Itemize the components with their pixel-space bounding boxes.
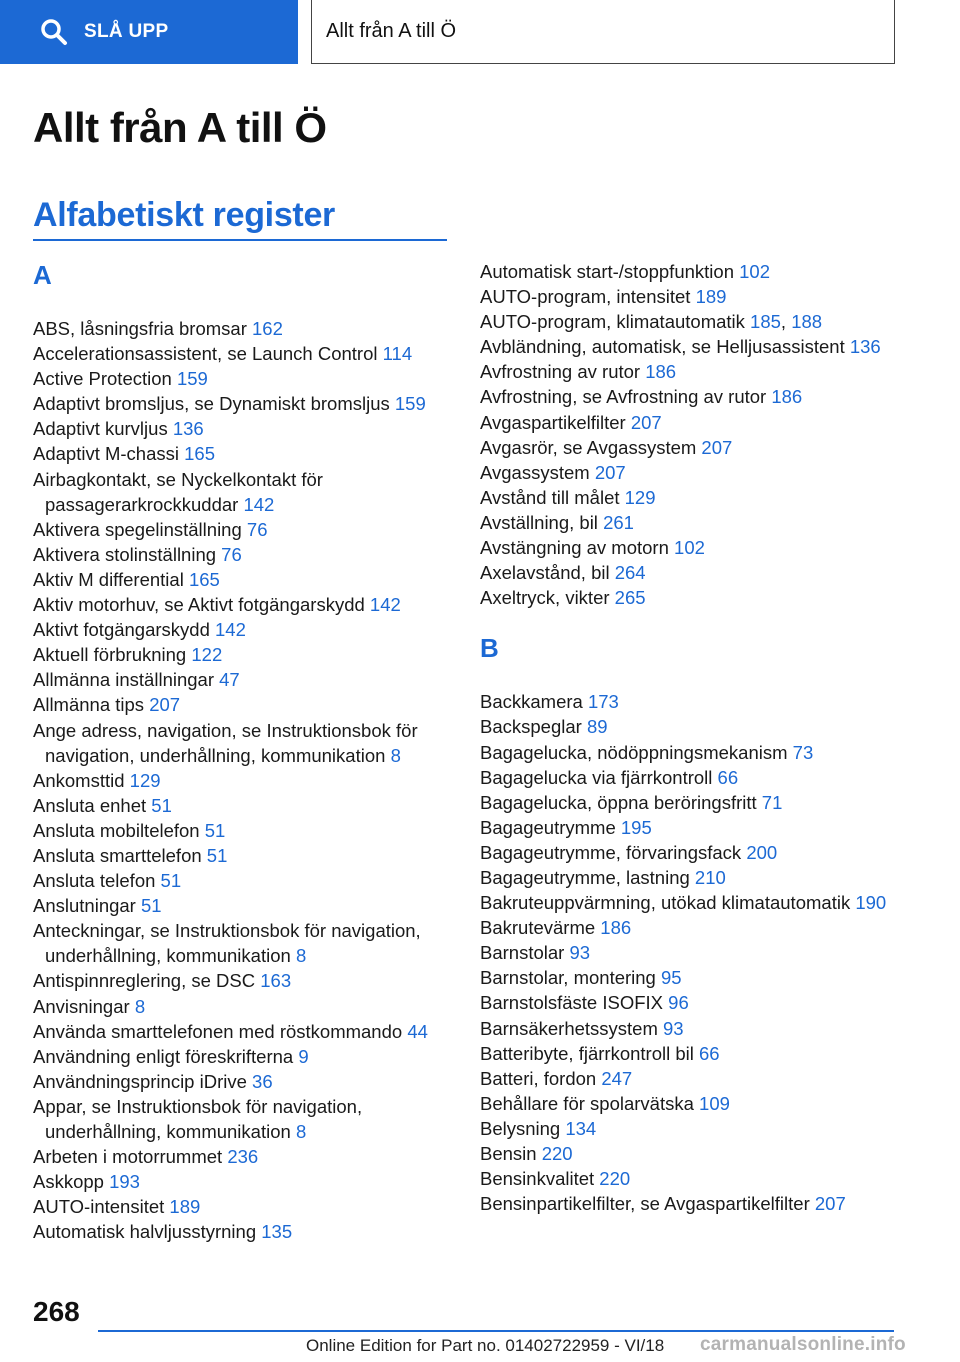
- index-entry: [480, 1116, 910, 1141]
- index-entry: [480, 359, 910, 384]
- page-link[interactable]: 66: [717, 766, 739, 788]
- page-link[interactable]: 136: [172, 418, 204, 440]
- index-entry-text: Automatisk start-/stoppfunktion: [480, 261, 740, 282]
- index-entry-text: Anteckningar, se Instruktionsbok för navigation, underhållning, kommunikation: [33, 920, 421, 967]
- index-entry-text: Anslutningar: [33, 895, 141, 917]
- search-icon: [40, 18, 68, 46]
- index-entry: [480, 1016, 910, 1041]
- page-link[interactable]: 195: [620, 816, 652, 838]
- index-entry-text: Aktivera stolinställning: [33, 543, 222, 565]
- index-entry-text: Avgasrör, se Avgassystem: [480, 436, 702, 458]
- index-entry-text: Appar, se Instruktionsbok för navigation, underhållning, kommunikation: [33, 1095, 363, 1142]
- page-link[interactable]: 8: [295, 1121, 307, 1142]
- index-entry-text: Automatisk halvljusstyrning: [33, 1221, 262, 1243]
- index-entry-text: Aktuell förbrukning: [33, 644, 192, 666]
- page-link[interactable]: 264: [614, 562, 646, 584]
- page-link[interactable]: 207: [594, 461, 626, 483]
- index-entry-text: Behållare för spolarvätska: [480, 1092, 700, 1114]
- index-entry-text: Avstånd till målet: [480, 486, 625, 508]
- index-entry-text: Anvisningar: [33, 995, 135, 1017]
- index-entry-text: Aktivera spegelinställning: [33, 518, 247, 540]
- page-separator: ,: [780, 311, 792, 333]
- index-entry-text: Backkamera: [480, 691, 588, 713]
- index-entry: [480, 790, 910, 815]
- index-entry: [480, 865, 910, 890]
- index-entry-text: Ansluta telefon: [33, 870, 161, 892]
- index-entry: [480, 1166, 910, 1191]
- index-entry-text: Bagagelucka, nödöppningsmekanism: [480, 741, 793, 763]
- page-link[interactable]: 93: [569, 942, 591, 964]
- index-entry-text: Arbeten i motorrummet: [33, 1146, 228, 1168]
- page-link[interactable]: 8: [295, 945, 307, 967]
- index-entry-text: Avstängning av motorn: [480, 537, 675, 559]
- page-link[interactable]: 207: [701, 436, 733, 458]
- index-entry-text: Adaptivt kurvljus: [33, 418, 173, 440]
- index-entry: [33, 1069, 463, 1094]
- index-entry: [33, 316, 463, 341]
- index-entry-text: Axelavstånd, bil: [480, 562, 615, 584]
- page-link[interactable]: 220: [541, 1143, 573, 1164]
- index-entry-text: Backspeglar: [480, 716, 587, 738]
- page-link[interactable]: 93: [663, 1017, 684, 1039]
- index-entry: [480, 435, 910, 460]
- index-entry-text: Avfrostning av rutor: [480, 361, 646, 383]
- index-entry-text: Belysning: [480, 1117, 566, 1139]
- index-entry: [33, 366, 463, 391]
- page-link[interactable]: 165: [184, 443, 216, 465]
- index-entry: [480, 840, 910, 865]
- page-link[interactable]: 189: [169, 1196, 201, 1218]
- index-entry: [480, 890, 910, 915]
- page-title: Allt från A till Ö: [33, 104, 327, 151]
- index-entry-text: Bensinkvalitet: [480, 1168, 600, 1190]
- index-entry: [480, 510, 910, 535]
- index-entry: [480, 689, 910, 714]
- page-link[interactable]: 129: [129, 769, 161, 791]
- page-link[interactable]: 188: [791, 311, 823, 333]
- index-entry: [33, 692, 463, 717]
- page-link[interactable]: 142: [243, 493, 275, 515]
- index-entry: [33, 1144, 463, 1169]
- page-link[interactable]: 207: [149, 694, 181, 716]
- page-link[interactable]: 190: [855, 892, 887, 914]
- page-link[interactable]: 186: [600, 917, 632, 939]
- index-entry-text: Bagageutrymme: [480, 816, 621, 838]
- index-entry-text: Bensinpartikelfilter, se Avgaspartikelfilter: [480, 1193, 815, 1215]
- page-link[interactable]: 163: [260, 970, 292, 992]
- index-entry: [480, 740, 910, 765]
- index-entry: [33, 793, 463, 818]
- index-entry-text: Allmänna inställningar: [33, 669, 220, 691]
- page-link[interactable]: 186: [645, 361, 677, 383]
- index-entry-text: AUTO-program, intensitet: [480, 286, 696, 308]
- page-link[interactable]: 207: [630, 411, 662, 433]
- page-link[interactable]: 51: [160, 870, 182, 892]
- page-link[interactable]: 189: [695, 286, 727, 308]
- index-entry-text: Bagageutrymme, förvaringsfack: [480, 841, 747, 863]
- index-entry-text: Bakrutevärme: [480, 917, 601, 939]
- index-entry-text: Avgaspartikelfilter: [480, 411, 631, 433]
- page-link[interactable]: 236: [227, 1146, 259, 1168]
- index-entry: [480, 259, 910, 284]
- page-link[interactable]: 9: [298, 1045, 309, 1067]
- index-entry: [480, 284, 910, 309]
- index-entry-text: Aktiv motorhuv, se Aktivt fotgängarskydd: [33, 594, 370, 616]
- index-entry: [33, 868, 463, 893]
- index-entry: [480, 410, 910, 435]
- index-entry: [33, 768, 463, 793]
- index-entry-text: Antispinnreglering, se DSC: [33, 970, 261, 992]
- page-link[interactable]: 200: [746, 841, 778, 863]
- edition-note: Online Edition for Part no. 01402722959 - VI/18: [306, 1336, 665, 1355]
- page-link[interactable]: 159: [176, 368, 208, 390]
- page-link[interactable]: 135: [261, 1221, 293, 1243]
- index-entry: [480, 460, 910, 485]
- page-link[interactable]: 185: [750, 311, 781, 333]
- index-entry: [33, 416, 463, 441]
- page-link[interactable]: 247: [601, 1067, 633, 1089]
- page-link[interactable]: 102: [739, 261, 770, 282]
- index-entry: [33, 667, 463, 692]
- index-entry: [33, 893, 463, 918]
- index-letter-b: B: [480, 633, 499, 664]
- index-entry-text: Användning enligt föreskrifterna: [33, 1045, 299, 1067]
- index-entry-text: Barnsäkerhetssystem: [480, 1017, 664, 1039]
- index-entry: [480, 485, 910, 510]
- index-entry: [33, 441, 463, 466]
- index-entry-text: AUTO-program, klimatautomatik: [480, 311, 751, 333]
- index-entry: [33, 617, 463, 642]
- index-entry-text: AUTO-intensitet: [33, 1196, 170, 1218]
- index-entry: [33, 642, 463, 667]
- index-entry-text: Ansluta mobiltelefon: [33, 819, 205, 841]
- page-link[interactable]: 36: [252, 1070, 273, 1092]
- page-link[interactable]: 265: [614, 587, 646, 609]
- index-entry: [480, 765, 910, 790]
- page-link[interactable]: 89: [586, 716, 608, 738]
- page-link[interactable]: 51: [206, 844, 228, 866]
- page-link[interactable]: 129: [624, 486, 656, 508]
- index-entry: [480, 535, 910, 560]
- page-link[interactable]: 165: [188, 568, 220, 590]
- page-link[interactable]: 193: [109, 1171, 140, 1193]
- index-letter-a: A: [33, 260, 52, 290]
- index-entry: [480, 560, 910, 585]
- index-entry: [33, 567, 463, 592]
- page-link[interactable]: 109: [699, 1092, 730, 1114]
- page-link[interactable]: 122: [191, 644, 223, 666]
- page-link[interactable]: 186: [771, 386, 803, 408]
- index-entry: [480, 334, 910, 359]
- index-entry-text: Bakruteuppvärmning, utökad klimatautomatik: [480, 892, 856, 914]
- index-entry-text: Avställning, bil: [480, 511, 604, 533]
- index-entry: [33, 391, 463, 416]
- index-entry: [33, 1019, 463, 1044]
- index-entry: [33, 994, 463, 1019]
- index-entry-text: Barnstolar, montering: [480, 967, 661, 989]
- index-entry-text: Adaptivt bromsljus, se Dynamiskt bromsljus: [33, 393, 395, 415]
- index-entry-text: Ange adress, navigation, se Instruktionsbok för navigation, underhållning, kommunikation: [33, 719, 418, 766]
- index-entry: [480, 1191, 910, 1216]
- index-entry: [480, 714, 910, 739]
- index-entry: [33, 1044, 463, 1069]
- index-entry-text: ABS, låsningsfria bromsar: [33, 318, 253, 339]
- page-link[interactable]: 47: [219, 669, 240, 691]
- footer-divider: [98, 1330, 894, 1332]
- index-entry: [33, 1094, 463, 1144]
- index-entry: [33, 592, 463, 617]
- page-link[interactable]: 173: [587, 691, 619, 713]
- index-entry-text: Allmänna tips: [33, 694, 150, 716]
- index-entry-text: Använda smarttelefonen med röstkommando: [33, 1020, 408, 1042]
- page-link[interactable]: 51: [204, 819, 226, 841]
- index-list-a: [33, 316, 463, 1244]
- index-entry-text: Ansluta enhet: [33, 794, 152, 816]
- top-bar: [0, 0, 960, 66]
- index-entry: [33, 1194, 463, 1219]
- index-entry: [33, 341, 463, 366]
- index-entry: [480, 940, 910, 965]
- page-link[interactable]: 159: [394, 393, 426, 415]
- index-entry: [33, 843, 463, 868]
- index-entry: [480, 585, 910, 610]
- page-link[interactable]: 96: [668, 992, 689, 1014]
- section-title: Alfabetiskt register: [33, 196, 335, 234]
- index-entry: [33, 542, 463, 567]
- index-entry: [480, 384, 910, 409]
- search-button-label: SLÅ UPP: [84, 21, 169, 42]
- index-entry: [480, 815, 910, 840]
- index-entry: [480, 965, 910, 990]
- index-entry: [480, 1041, 910, 1066]
- index-entry-text: Ansluta smarttelefon: [33, 844, 207, 866]
- index-entry: [33, 1219, 463, 1244]
- index-entry-text: Avbländning, automatisk, se Helljusassistent: [480, 336, 850, 358]
- page-link[interactable]: 261: [603, 511, 634, 533]
- index-entry: [33, 1169, 463, 1194]
- index-entry: [480, 1091, 910, 1116]
- index-entry-text: Bagagelucka, öppna beröringsfritt: [480, 791, 762, 813]
- page-link[interactable]: 44: [407, 1020, 428, 1042]
- page-link[interactable]: 162: [252, 318, 283, 339]
- page-link[interactable]: 142: [369, 594, 401, 616]
- index-entry: [33, 818, 463, 843]
- index-entry-text: Avgassystem: [480, 461, 595, 483]
- page-link[interactable]: 71: [761, 791, 783, 813]
- index-entry-text: Accelerationsassistent, se Launch Control: [33, 343, 383, 365]
- page-link[interactable]: 142: [215, 619, 246, 641]
- index-entry: [480, 990, 910, 1015]
- page-link[interactable]: 220: [599, 1168, 631, 1190]
- index-entry-text: Bagagelucka via fjärrkontroll: [480, 766, 718, 788]
- index-entry-text: Adaptivt M-chassi: [33, 443, 185, 465]
- page-link[interactable]: 134: [565, 1117, 597, 1139]
- page-link[interactable]: 8: [134, 995, 146, 1017]
- page-link[interactable]: 76: [221, 543, 242, 565]
- index-list-b: [480, 689, 910, 1216]
- index-entry: [480, 309, 910, 334]
- index-entry-text: Avfrostning, se Avfrostning av rutor: [480, 386, 772, 408]
- index-entry-text: Batteri, fordon: [480, 1067, 602, 1089]
- page-link[interactable]: 102: [674, 537, 705, 559]
- index-entry-text: Active Protection: [33, 368, 177, 390]
- index-entry-text: Batteribyte, fjärrkontroll bil: [480, 1042, 700, 1064]
- index-entry-text: Barnstolsfäste ISOFIX: [480, 992, 669, 1014]
- page-link[interactable]: 73: [792, 741, 814, 763]
- index-entry: [480, 1066, 910, 1091]
- index-entry-text: Aktiv M differential: [33, 568, 189, 590]
- page-number: 268: [33, 1296, 80, 1327]
- page-link[interactable]: 114: [382, 343, 413, 365]
- index-entry-text: Barnstolar: [480, 942, 570, 964]
- index-entry-text: Användningsprincip iDrive: [33, 1070, 253, 1092]
- index-entry-text: Airbagkontakt, se Nyckelkontakt för passagerarkrockkuddar: [33, 468, 323, 515]
- page-link[interactable]: 95: [660, 967, 682, 989]
- index-entry: [33, 718, 463, 768]
- page-link[interactable]: 8: [390, 744, 401, 766]
- index-entry: [33, 517, 463, 542]
- index-entry-text: Askkopp: [33, 1171, 110, 1193]
- page-link[interactable]: 210: [694, 866, 726, 888]
- index-list-a-continued: [480, 259, 910, 610]
- index-entry: [33, 968, 463, 993]
- page-link[interactable]: 51: [140, 895, 162, 917]
- breadcrumb: Allt från A till Ö: [311, 0, 895, 64]
- index-column-right: [480, 259, 910, 1216]
- index-entry-text: Ankomsttid: [33, 769, 130, 791]
- page-link[interactable]: 136: [849, 336, 881, 358]
- index-entry: [480, 1141, 910, 1166]
- index-entry-text: Aktivt fotgängarskydd: [33, 619, 216, 641]
- search-button[interactable]: [0, 0, 298, 64]
- index-entry: [33, 467, 463, 517]
- page-link[interactable]: 51: [151, 794, 172, 816]
- page-link[interactable]: 66: [699, 1042, 720, 1064]
- index-entry: [33, 918, 463, 968]
- index-entry-text: Axeltryck, vikter: [480, 587, 615, 609]
- watermark-logo: carmanualsonline.info: [700, 1334, 906, 1355]
- index-entry: [480, 915, 910, 940]
- index-entry-text: Bensin: [480, 1143, 542, 1164]
- page-link[interactable]: 207: [814, 1193, 846, 1215]
- index-column-left: [33, 259, 463, 1244]
- section-divider: [33, 239, 447, 241]
- page-link[interactable]: 76: [246, 518, 268, 540]
- index-entry-text: Bagageutrymme, lastning: [480, 866, 695, 888]
